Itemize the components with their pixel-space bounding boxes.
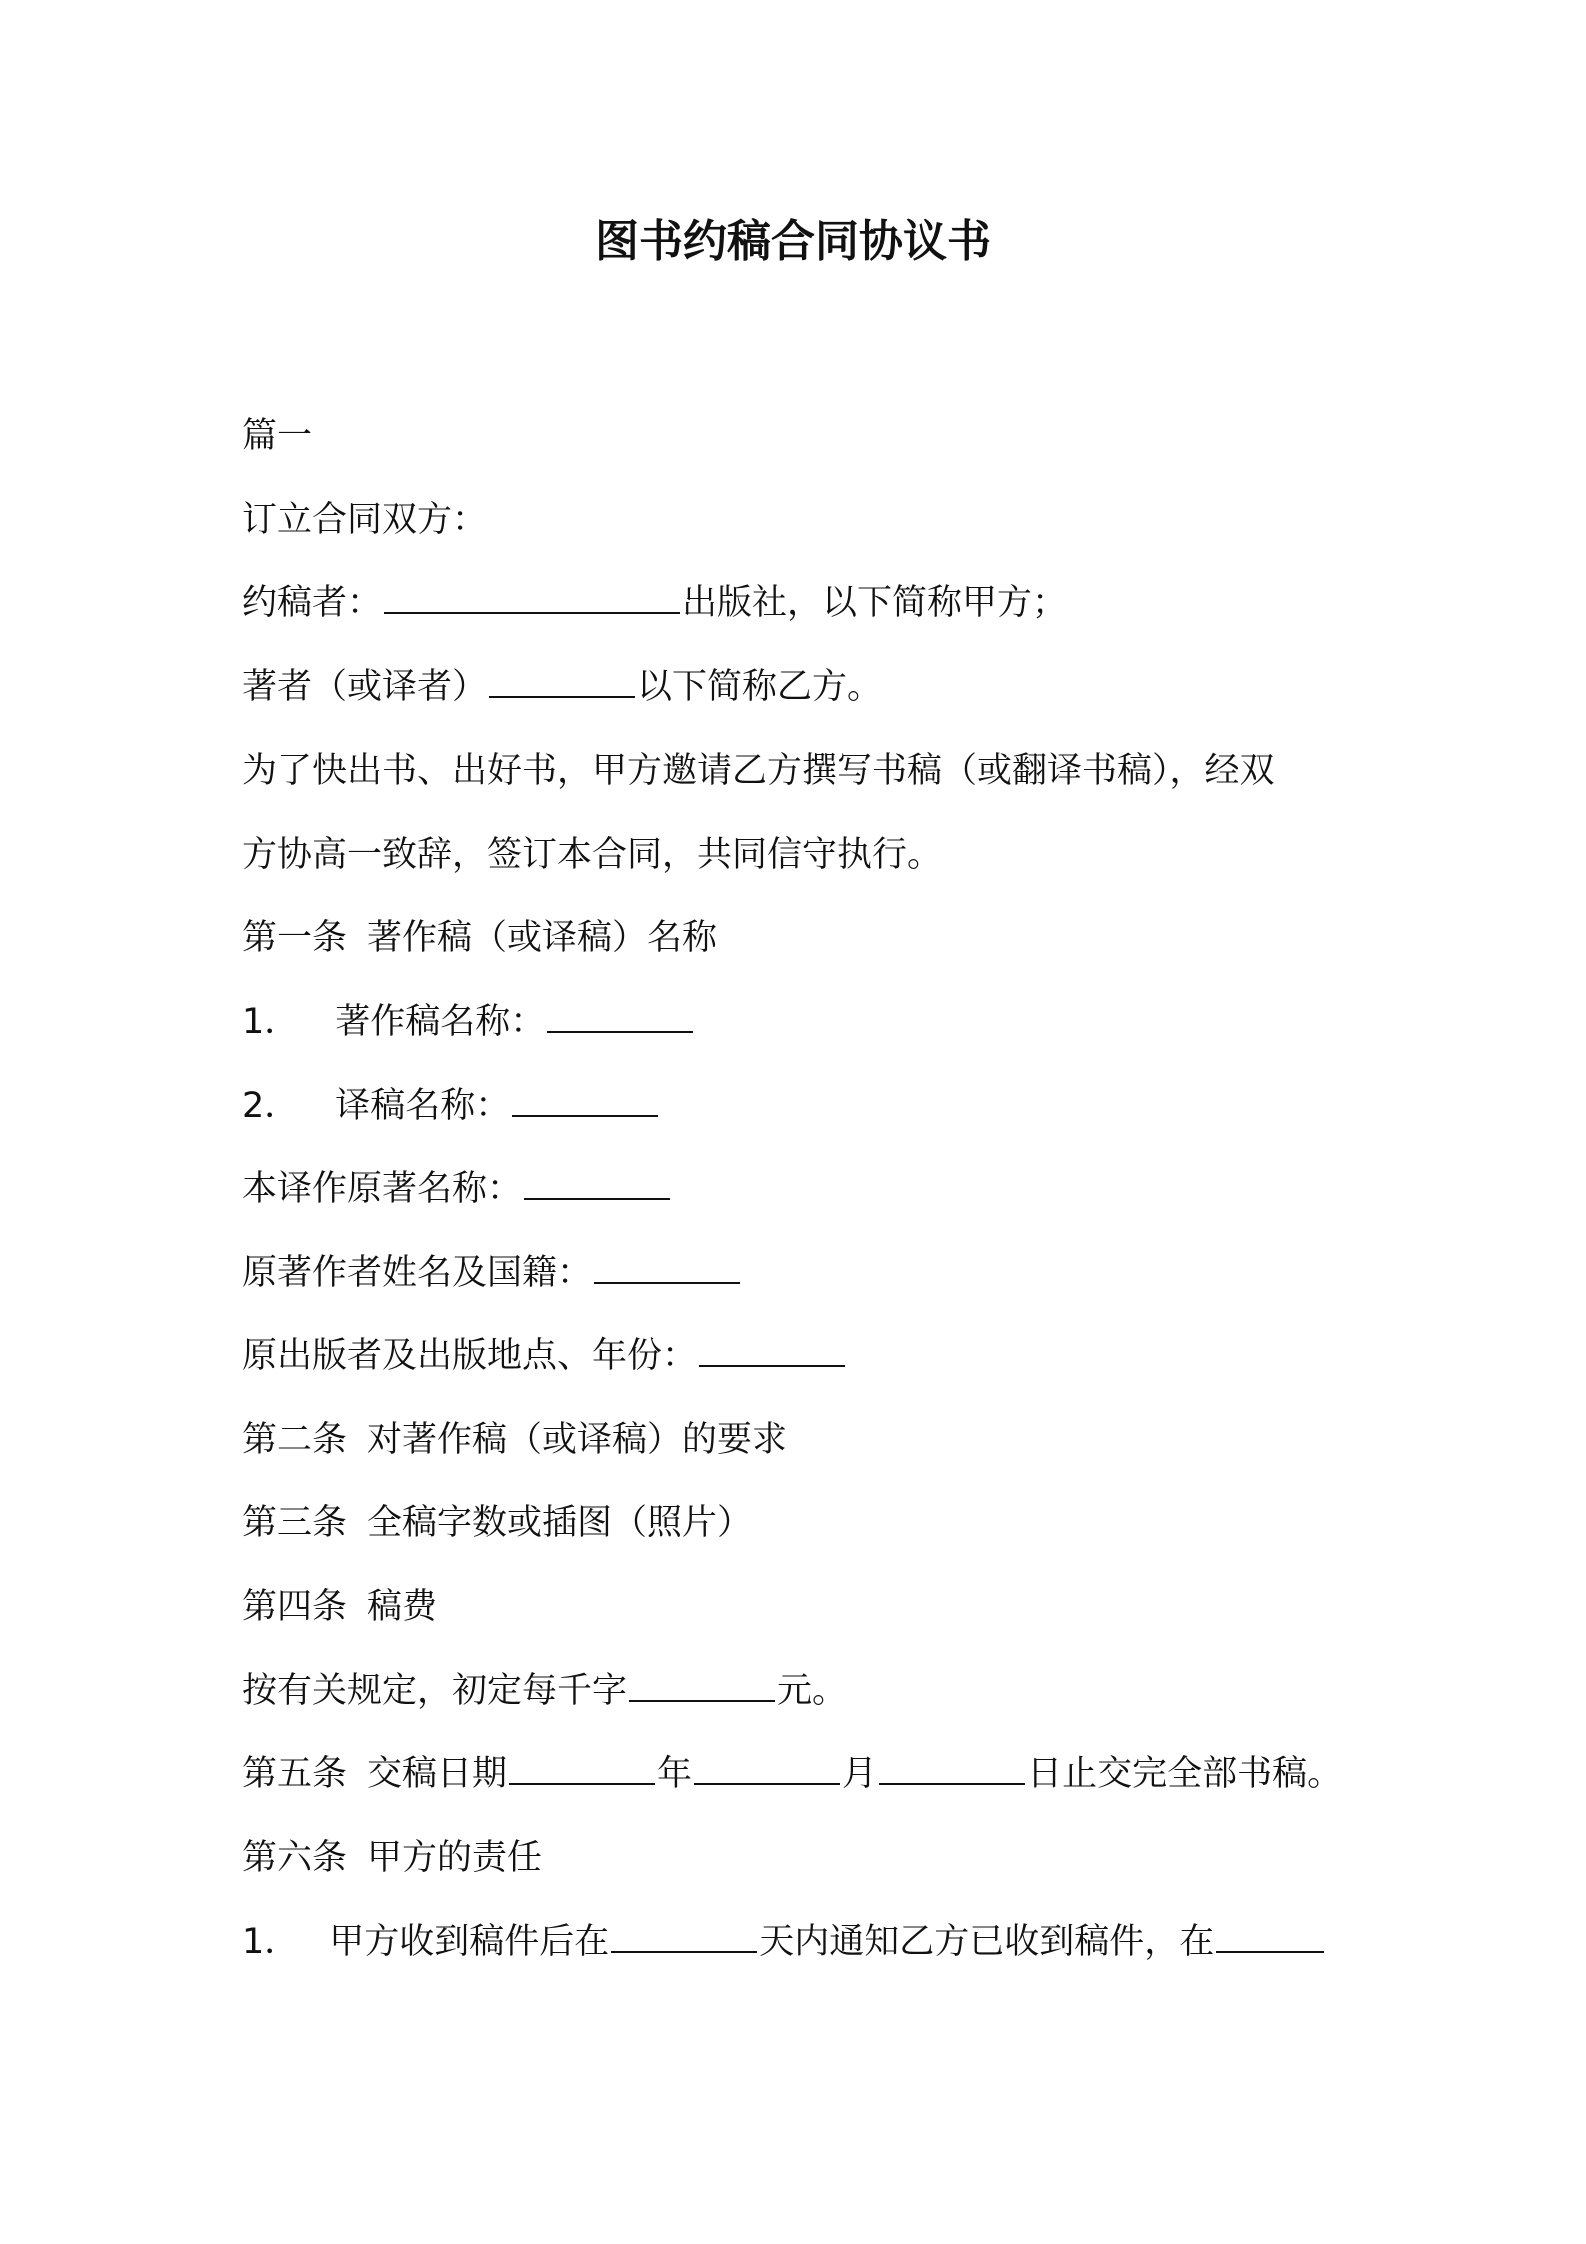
- item-1-line: [242, 996, 695, 1048]
- party-a-suffix: 出版社，以下简称甲方；: [682, 583, 1068, 623]
- party-b-suffix: 以下简称乙方。: [637, 667, 883, 707]
- intro-line-2: 方协高一致辞，签订本合同，共同信守执行。: [242, 835, 943, 875]
- item-1-label: 著作稿名称：: [335, 1002, 546, 1042]
- article-2-number: 第二条: [242, 1420, 348, 1460]
- article-6-item-1-b: 天内通知乙方已收到稿件，在: [759, 1922, 1215, 1962]
- item-2-line: [242, 1080, 660, 1132]
- original-title-blank[interactable]: [524, 1164, 670, 1200]
- month-blank[interactable]: [694, 1749, 840, 1785]
- article-4-heading: [242, 1581, 437, 1633]
- article-6-number: 第六条: [242, 1838, 348, 1878]
- article-4-title: 稿费: [367, 1587, 438, 1627]
- article-2-heading: [242, 1414, 787, 1466]
- party-a-line: [242, 577, 1067, 629]
- year-blank[interactable]: [509, 1749, 655, 1785]
- original-title-label: 本译作原著名称：: [242, 1169, 523, 1209]
- article-5-month: 月: [842, 1754, 878, 1794]
- original-author-line: [242, 1247, 742, 1299]
- article-5-suffix: 日止交完全部书稿。: [1027, 1754, 1343, 1794]
- original-author-label: 原著作者姓名及国籍：: [242, 1253, 593, 1293]
- intro-line-1: 为了快出书、出好书，甲方邀请乙方撰写书稿（或翻译书稿），经双: [242, 751, 1275, 791]
- article-6-title: 甲方的责任: [367, 1838, 543, 1878]
- article-5-line: [242, 1748, 1342, 1800]
- article-1-heading: [242, 912, 717, 964]
- article-6-heading: [242, 1832, 542, 1884]
- article-3-number: 第三条: [242, 1503, 348, 1543]
- article-6-item-1-number: 1．: [242, 1922, 300, 1962]
- day-blank[interactable]: [879, 1749, 1025, 1785]
- original-title-line: [242, 1163, 672, 1215]
- fee-blank[interactable]: [629, 1666, 775, 1702]
- article-3-title: 全稿字数或插图（照片）: [367, 1503, 753, 1543]
- trailing-blank[interactable]: [1216, 1917, 1324, 1953]
- item-2-label: 译稿名称：: [335, 1086, 511, 1126]
- item-2-number: 2．: [242, 1086, 300, 1126]
- manuscript-title-blank[interactable]: [547, 997, 693, 1033]
- article-2-title: 对著作稿（或译稿）的要求: [367, 1420, 788, 1460]
- fee-line: [242, 1665, 847, 1717]
- party-b-line: [242, 661, 882, 713]
- fee-prefix: 按有关规定，初定每千字: [242, 1671, 628, 1711]
- translation-title-blank[interactable]: [512, 1081, 658, 1117]
- article-5-number: 第五条: [242, 1754, 348, 1794]
- original-publisher-label: 原出版者及出版地点、年份：: [242, 1336, 698, 1376]
- article-6-item-1-a: 甲方收到稿件后在: [329, 1922, 610, 1962]
- party-b-prefix: 著者（或译者）: [242, 667, 488, 707]
- article-5-year: 年: [657, 1754, 693, 1794]
- article-4-number: 第四条: [242, 1587, 348, 1627]
- parties-heading: 订立合同双方：: [242, 500, 488, 540]
- article-5-prefix: 交稿日期: [367, 1754, 508, 1794]
- article-1-title: 著作稿（或译稿）名称: [367, 918, 718, 958]
- days-blank[interactable]: [611, 1917, 757, 1953]
- party-a-prefix: 约稿者：: [242, 583, 383, 623]
- fee-suffix: 元。: [777, 1671, 848, 1711]
- author-blank[interactable]: [489, 662, 635, 698]
- article-3-heading: [242, 1497, 752, 1549]
- document-title: 图书约稿合同协议书: [595, 216, 991, 267]
- item-1-number: 1．: [242, 1002, 300, 1042]
- section-label: 篇一: [242, 416, 313, 456]
- publisher-blank[interactable]: [384, 578, 680, 614]
- original-publisher-blank[interactable]: [699, 1331, 845, 1367]
- original-author-blank[interactable]: [594, 1248, 740, 1284]
- original-publisher-line: [242, 1330, 847, 1382]
- article-1-number: 第一条: [242, 918, 348, 958]
- article-6-item-1: [242, 1916, 1326, 1968]
